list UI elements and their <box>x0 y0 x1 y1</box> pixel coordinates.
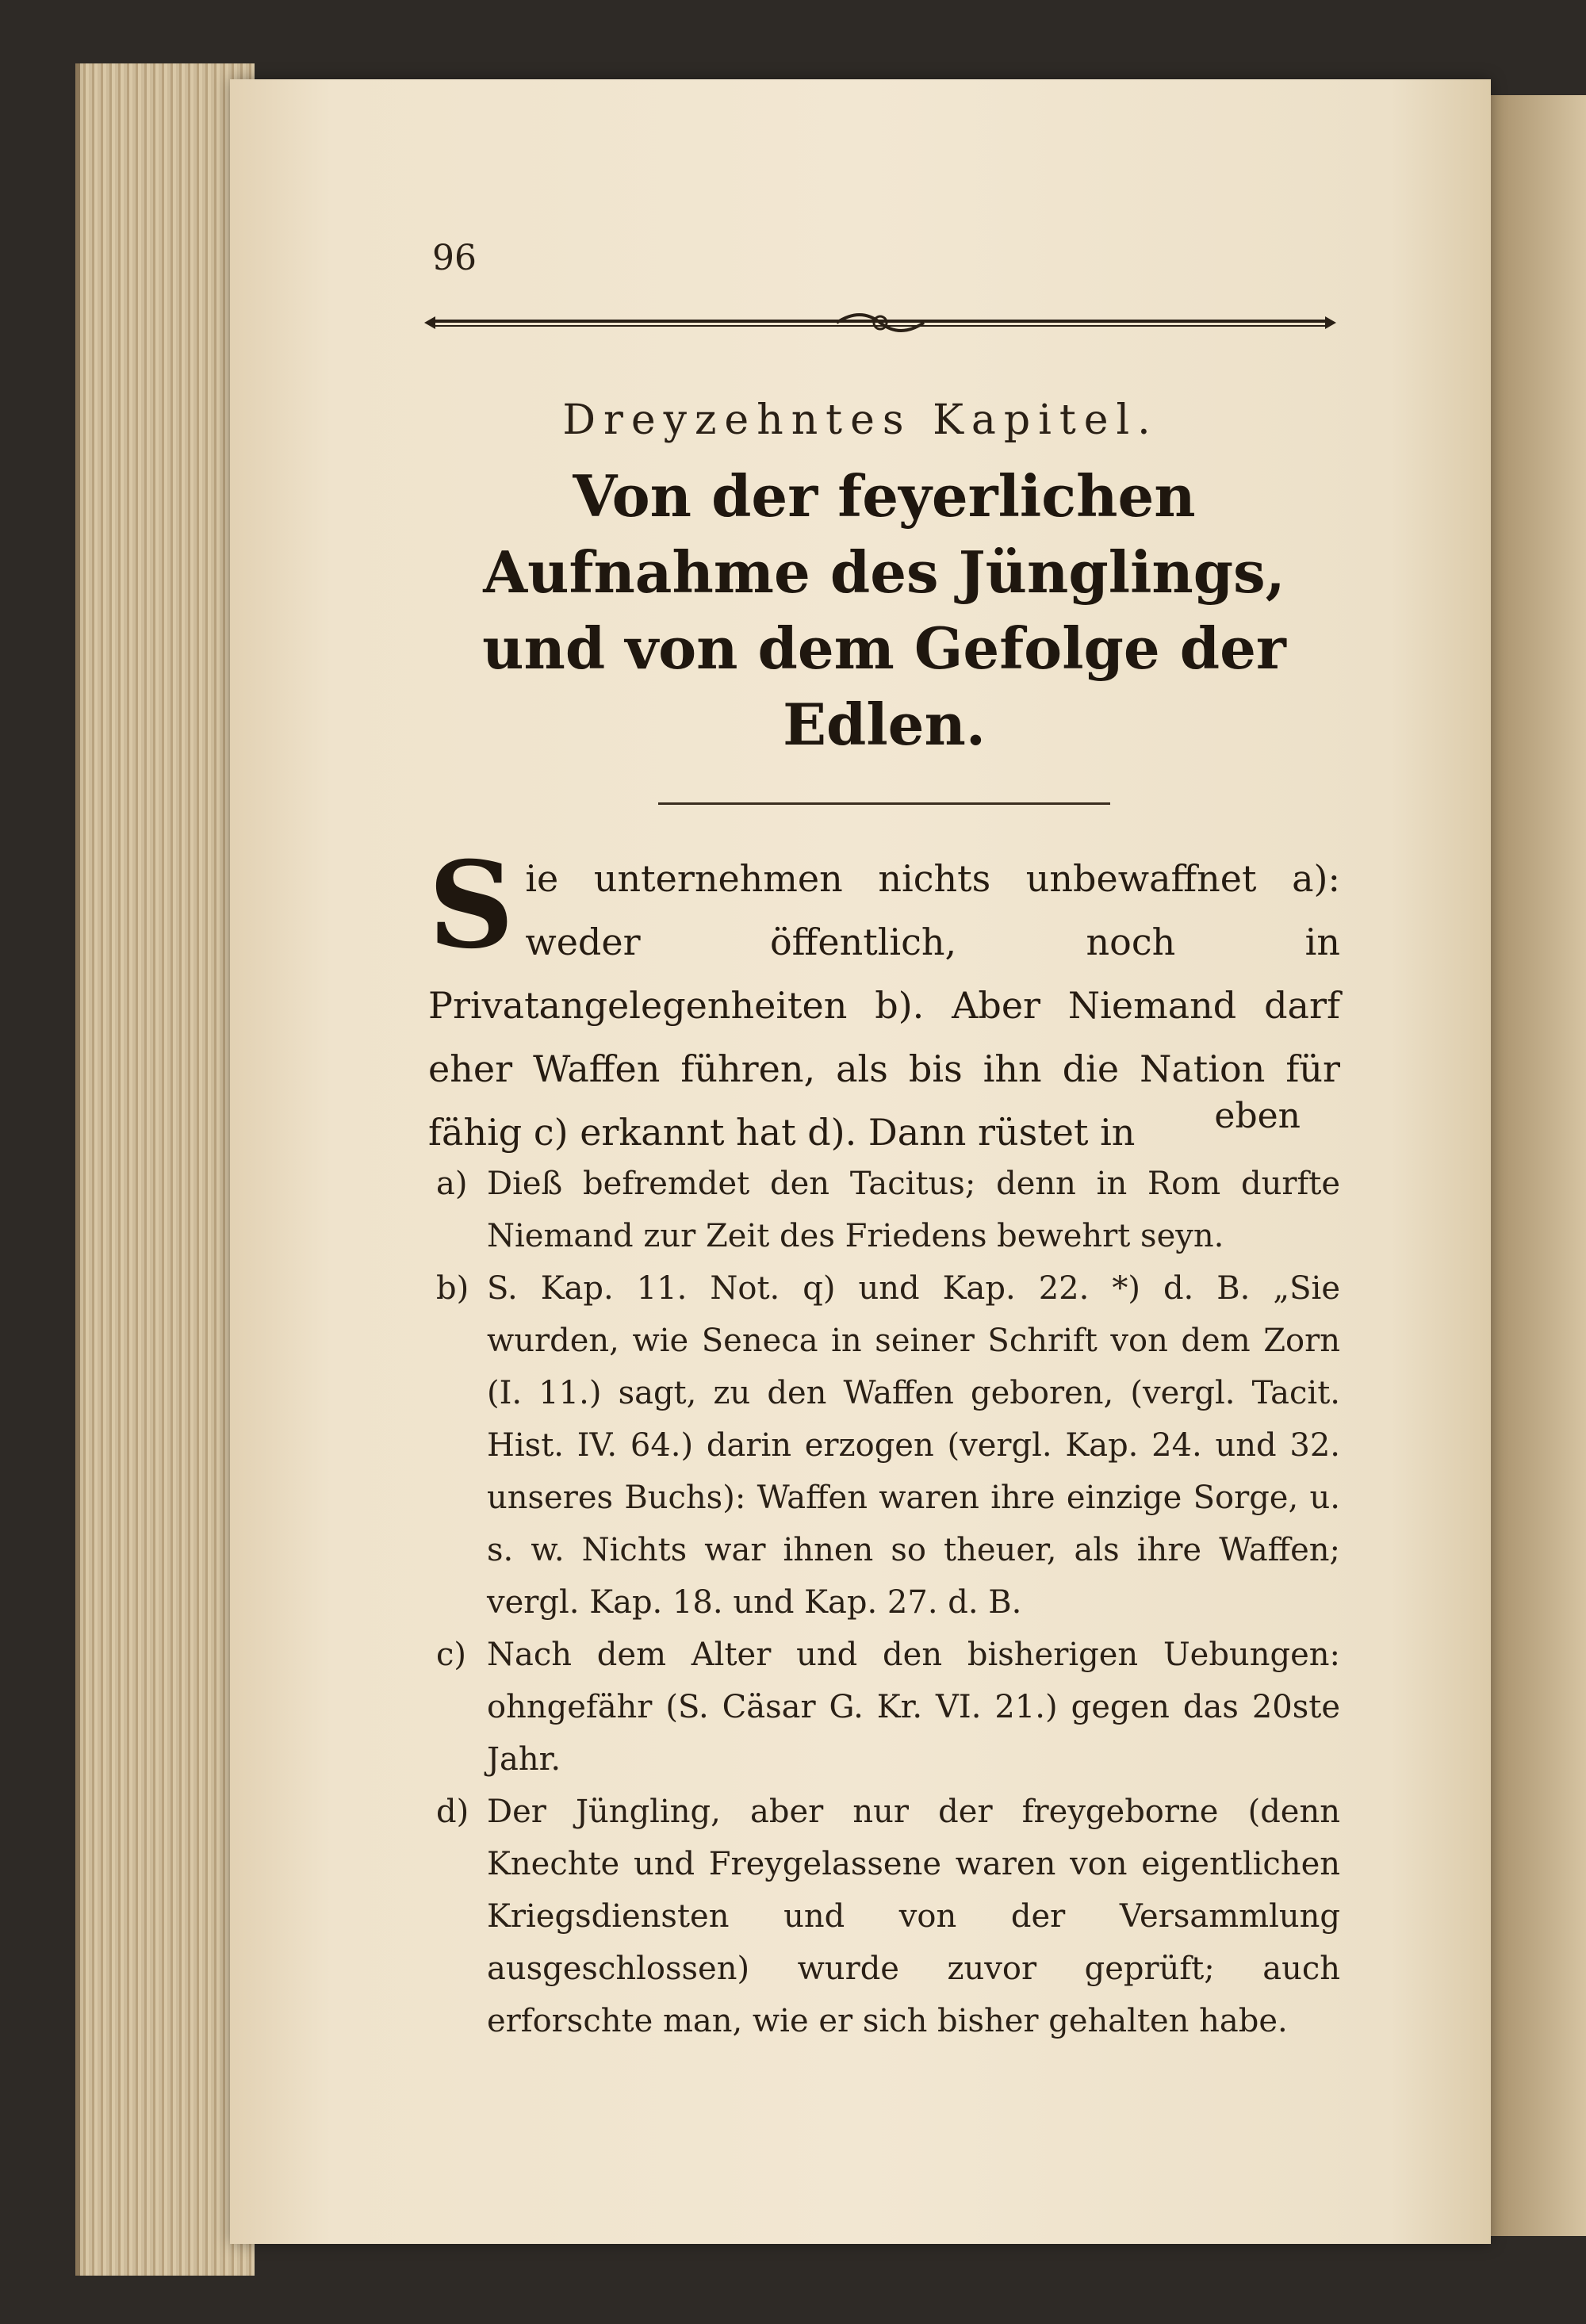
footnote-text: Dieß befremdet den Tacitus; denn in Rom durfte Niemand zur Zeit des Friedens bewehrt seyn. <box>487 1166 1340 1254</box>
footnote-b <box>436 1262 1340 1629</box>
footnote-d <box>436 1786 1340 2047</box>
footnotes <box>436 1158 1340 2047</box>
footnote-text: Der Jüngling, aber nur der freygeborne (denn Knechte und Freygelassene waren von eigentlichen Kriegsdiensten und von der Versammlung ausgeschlossen) wurde zuvor geprüft; auch erforschte man, wie er sich bisher gehalten habe. <box>487 1794 1340 2039</box>
title-divider <box>658 802 1110 805</box>
footnote-text: S. Kap. 11. Not. q) und Kap. 22. *) d. B. „Sie wurden, wie Seneca in seiner Schrift von dem Zorn (I. 11.) sagt, zu den Waffen geboren, (vergl. Tacit. Hist. IV. 64.) darin erzogen (vergl. Kap. 24. und 32. unseres Buchs): Waffen waren ihre einzige Sorge, u. s. w. Nichts war ihnen so theuer, als ihre Waffen; vergl. Kap. 18. und Kap. 27. d. B. <box>487 1270 1340 1621</box>
facing-page-edge <box>1491 95 1586 2236</box>
chapter-title: Von der feyerlichen Aufnahme des Jünglings, und von dem Gefolge der Edlen. <box>482 462 1286 758</box>
footnote-text: Nach dem Alter und den bisherigen Uebungen: ohngefähr (S. Cäsar G. Kr. VI. 21.) gegen das 20ste Jahr. <box>487 1637 1340 1778</box>
footnote-marker: a) <box>436 1166 468 1202</box>
footnote-marker: d) <box>436 1794 469 1830</box>
footnote-marker: b) <box>436 1270 469 1307</box>
body-paragraph <box>428 836 1340 1164</box>
footnote-c <box>436 1629 1340 1786</box>
chapter-number: Dreyzehntes Kapitel. <box>562 396 1159 444</box>
drop-cap: S <box>428 836 515 975</box>
footnote-marker: c) <box>436 1637 467 1673</box>
ornament-rule-icon <box>424 305 1336 337</box>
book-page-edges <box>75 63 255 2276</box>
page-number: 96 <box>432 238 477 278</box>
catch-word: eben <box>1214 1096 1301 1136</box>
body-text: ie unternehmen nichts unbewaffnet a): weder öffentlich, noch in Privatangelegenheiten b). Aber Niemand darf eher Waffen führen, als bis ihn die Nation für fähig c) erkannt hat d). Dann rüstet in <box>428 857 1340 1154</box>
book-page <box>230 79 1491 2244</box>
footnote-a <box>436 1158 1340 1262</box>
